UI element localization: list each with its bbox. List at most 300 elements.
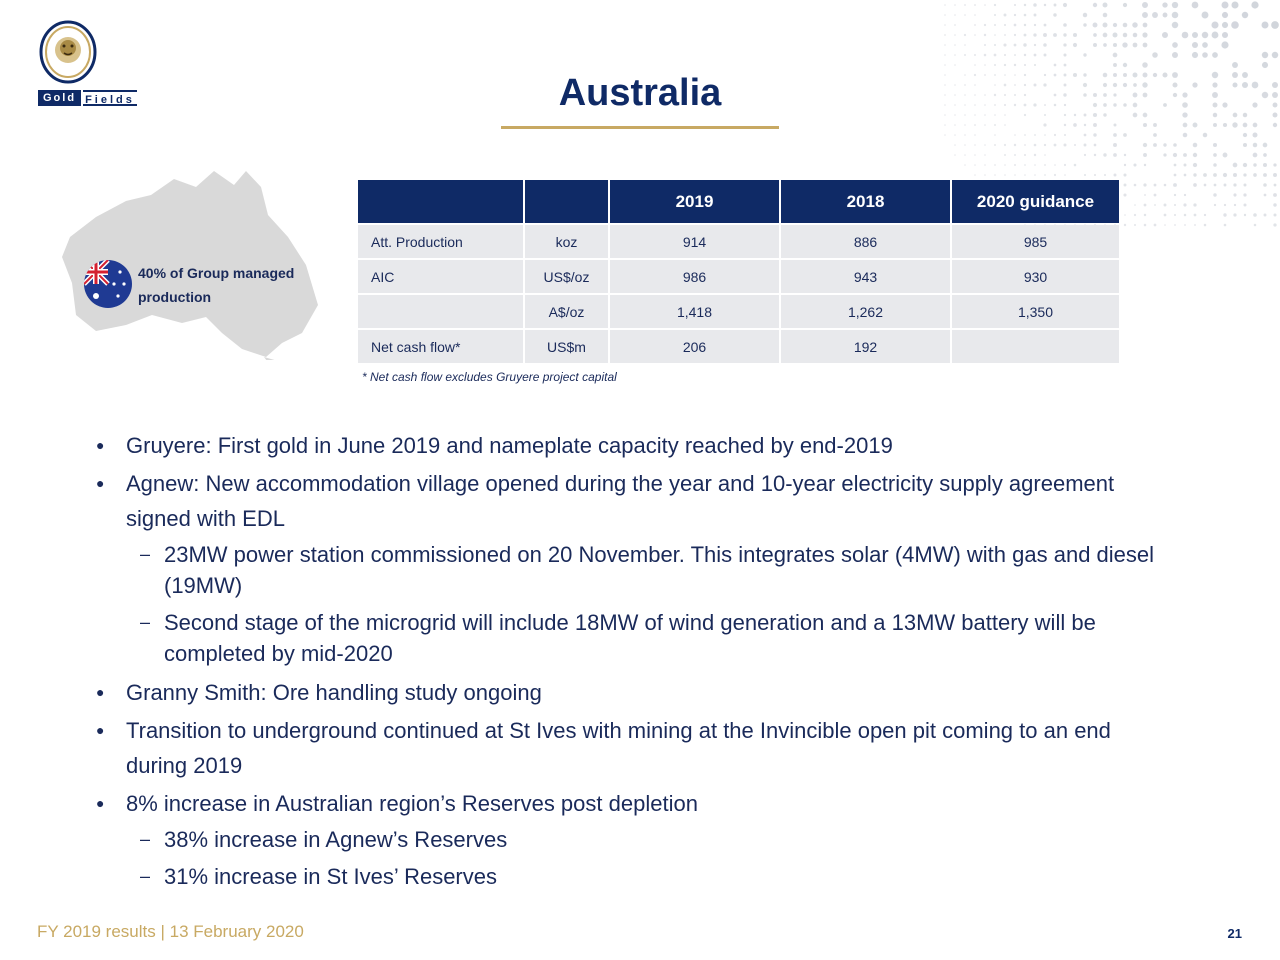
decorative-dot xyxy=(984,74,986,76)
decorative-dot xyxy=(1043,33,1047,37)
decorative-dot xyxy=(1113,143,1117,147)
decorative-dot xyxy=(944,94,946,96)
decorative-dot xyxy=(1053,33,1057,37)
decorative-dot xyxy=(1252,102,1257,107)
row-unit: A$/oz xyxy=(525,295,608,328)
decorative-dot xyxy=(1164,204,1167,207)
decorative-dot xyxy=(1023,43,1026,46)
table-row xyxy=(358,260,1119,293)
decorative-dot xyxy=(1054,4,1057,7)
table-header-cell: 2018 xyxy=(781,180,950,223)
decorative-dot xyxy=(1074,114,1076,116)
decorative-dot xyxy=(994,54,997,57)
sub-bullet-item: – 38% increase in Agnew’s Reserves xyxy=(96,824,1156,855)
decorative-dot xyxy=(1103,13,1108,18)
decorative-dot xyxy=(1124,224,1126,226)
decorative-dot xyxy=(1213,103,1218,108)
decorative-dot xyxy=(1004,24,1006,26)
decorative-dot xyxy=(1232,122,1237,127)
decorative-dot xyxy=(1034,154,1036,156)
decorative-dot xyxy=(1103,153,1106,156)
decorative-dot xyxy=(964,34,966,36)
decorative-dot xyxy=(1273,123,1277,127)
decorative-dot xyxy=(994,164,996,166)
decorative-dot xyxy=(1221,41,1228,48)
decorative-dot xyxy=(1024,114,1026,116)
decorative-dot xyxy=(1024,24,1026,26)
decorative-dot xyxy=(964,54,966,56)
australia-flag-icon xyxy=(84,260,132,308)
decorative-dot xyxy=(1232,82,1237,87)
decorative-dot xyxy=(1222,12,1228,18)
decorative-dot xyxy=(1123,23,1128,28)
decorative-dot xyxy=(1194,214,1197,217)
decorative-dot xyxy=(1033,33,1036,36)
decorative-dot xyxy=(1004,164,1006,166)
decorative-dot xyxy=(1204,224,1207,227)
decorative-dot xyxy=(1063,43,1066,46)
decorative-dot xyxy=(1144,164,1146,166)
table-header-cell xyxy=(525,180,608,223)
decorative-dot xyxy=(1213,123,1217,127)
decorative-dot xyxy=(1044,24,1047,27)
decorative-dot xyxy=(984,44,986,46)
decorative-dot xyxy=(1113,133,1117,137)
decorative-dot xyxy=(1113,43,1117,47)
decorative-dot xyxy=(1034,174,1036,176)
decorative-dot xyxy=(1094,174,1096,176)
decorative-dot xyxy=(1083,83,1087,87)
decorative-dot xyxy=(1064,64,1067,67)
decorative-dot xyxy=(1024,174,1026,176)
decorative-dot xyxy=(1103,93,1107,97)
decorative-dot xyxy=(994,84,996,86)
decorative-dot xyxy=(1083,53,1086,56)
decorative-dot xyxy=(1143,153,1147,157)
decorative-dot xyxy=(1242,12,1248,18)
decorative-dot xyxy=(1243,173,1246,176)
decorative-dot xyxy=(1153,133,1157,137)
decorative-dot xyxy=(1143,43,1148,48)
decorative-dot xyxy=(1183,203,1186,206)
decorative-dot xyxy=(1004,74,1006,76)
decorative-dot xyxy=(1044,74,1046,76)
decorative-dot xyxy=(1123,3,1127,7)
bullet-item: ● Granny Smith: Ore handling study ongoing xyxy=(96,675,1156,710)
decorative-dot xyxy=(1213,113,1217,117)
decorative-dot xyxy=(964,164,966,166)
decorative-dot xyxy=(1172,2,1178,8)
page-number: 21 xyxy=(1227,926,1242,941)
decorative-dot xyxy=(1064,174,1066,176)
decorative-dot xyxy=(1123,83,1127,87)
decorative-dot xyxy=(944,84,946,86)
decorative-dot xyxy=(1172,22,1179,29)
decorative-dot xyxy=(1133,73,1138,78)
table-header-cell xyxy=(358,180,523,223)
decorative-dot xyxy=(1094,154,1096,156)
decorative-dot xyxy=(1253,213,1257,217)
decorative-dot xyxy=(1093,3,1097,7)
decorative-dot xyxy=(1063,23,1067,27)
decorative-dot xyxy=(1143,113,1148,118)
decorative-dot xyxy=(1243,203,1246,206)
decorative-dot xyxy=(1243,183,1246,186)
decorative-dot xyxy=(1184,194,1186,196)
decorative-dot xyxy=(1044,154,1046,156)
decorative-dot xyxy=(1123,173,1126,176)
decorative-dot xyxy=(1262,22,1269,29)
decorative-dot xyxy=(1034,144,1037,147)
decorative-dot xyxy=(1084,174,1086,176)
decorative-dot xyxy=(1134,224,1136,226)
decorative-dot xyxy=(974,144,976,146)
decorative-dot xyxy=(1174,204,1176,206)
decorative-dot xyxy=(1192,32,1198,38)
decorative-dot xyxy=(964,94,966,96)
decorative-dot xyxy=(1184,164,1187,167)
decorative-dot xyxy=(944,124,946,126)
decorative-dot xyxy=(1243,163,1247,167)
decorative-dot xyxy=(1203,133,1208,138)
decorative-dot xyxy=(974,104,976,106)
decorative-dot xyxy=(1123,73,1127,77)
decorative-dot xyxy=(1232,62,1238,68)
decorative-dot xyxy=(1113,123,1116,126)
decorative-dot xyxy=(1202,42,1208,48)
decorative-dot xyxy=(1143,183,1146,186)
decorative-dot xyxy=(954,114,956,116)
row-unit: koz xyxy=(525,225,608,258)
decorative-dot xyxy=(1053,13,1056,16)
decorative-dot xyxy=(1263,173,1267,177)
decorative-dot xyxy=(1004,104,1006,106)
decorative-dot xyxy=(1193,143,1198,148)
decorative-dot xyxy=(944,44,946,46)
gold-fields-logo xyxy=(38,20,172,110)
decorative-dot xyxy=(1004,54,1006,56)
decorative-dot xyxy=(1192,82,1197,87)
decorative-dot xyxy=(1014,174,1016,176)
decorative-dot xyxy=(1064,114,1066,116)
decorative-dot xyxy=(1154,204,1156,206)
decorative-dot xyxy=(1154,224,1157,227)
decorative-dot xyxy=(1044,4,1046,6)
decorative-dot xyxy=(1271,21,1279,29)
decorative-dot xyxy=(1223,213,1226,216)
decorative-dot xyxy=(994,74,996,76)
decorative-dot xyxy=(1154,194,1157,197)
decorative-dot xyxy=(1233,163,1238,168)
decorative-dot xyxy=(1264,194,1267,197)
decorative-dot xyxy=(994,174,996,176)
decorative-dot xyxy=(1253,173,1257,177)
decorative-dot xyxy=(1024,94,1026,96)
table-row xyxy=(358,330,1119,363)
value-2019: 914 xyxy=(610,225,779,258)
decorative-dot xyxy=(1164,184,1167,187)
decorative-dot xyxy=(1034,44,1036,46)
decorative-dot xyxy=(1244,214,1246,216)
decorative-dot xyxy=(1033,3,1037,7)
decorative-dot xyxy=(1144,194,1146,196)
decorative-dot xyxy=(964,84,966,86)
decorative-dot xyxy=(1014,74,1016,76)
decorative-dot xyxy=(1133,83,1137,87)
decorative-dot xyxy=(1004,124,1006,126)
decorative-dot xyxy=(1043,83,1046,86)
decorative-dot xyxy=(1252,82,1259,89)
decorative-dot xyxy=(994,144,996,146)
decorative-dot xyxy=(1024,84,1026,86)
decorative-dot xyxy=(1014,154,1016,156)
decorative-dot xyxy=(984,124,986,126)
decorative-dot xyxy=(1024,104,1027,107)
decorative-dot xyxy=(954,54,956,56)
page-title: Australia xyxy=(558,72,722,114)
decorative-dot xyxy=(1273,163,1276,166)
decorative-dot xyxy=(974,84,976,86)
decorative-dot xyxy=(1224,204,1226,206)
decorative-dot xyxy=(1024,54,1026,56)
decorative-dot xyxy=(1233,173,1237,177)
decorative-dot xyxy=(1234,204,1236,206)
decorative-dot xyxy=(1024,164,1026,166)
decorative-dot xyxy=(944,34,946,36)
table-header-cell: 2019 xyxy=(610,180,779,223)
decorative-dot xyxy=(1064,84,1067,87)
decorative-dot xyxy=(1182,32,1189,39)
decorative-dot xyxy=(1113,83,1117,87)
decorative-dot xyxy=(994,14,996,16)
decorative-dot xyxy=(1083,73,1086,76)
decorative-dot xyxy=(1243,193,1246,196)
decorative-dot xyxy=(1223,173,1227,177)
decorative-dot xyxy=(1143,123,1147,127)
decorative-dot xyxy=(964,134,966,136)
decorative-dot xyxy=(944,134,946,136)
decorative-dot xyxy=(964,114,966,116)
decorative-dot xyxy=(1144,204,1147,207)
row-label xyxy=(358,295,523,328)
decorative-dot xyxy=(1103,3,1108,8)
decorative-dot xyxy=(984,144,986,146)
decorative-dot xyxy=(1142,72,1147,77)
decorative-dot xyxy=(994,64,996,66)
decorative-dot xyxy=(1173,153,1177,157)
decorative-dot xyxy=(1024,154,1026,156)
wordmark-fields: Fields xyxy=(83,90,137,106)
decorative-dot xyxy=(1113,63,1117,67)
decorative-dot xyxy=(1094,144,1097,147)
decorative-dot xyxy=(984,164,986,166)
decorative-dot xyxy=(944,24,946,26)
decorative-dot xyxy=(1093,133,1096,136)
decorative-dot xyxy=(1014,134,1016,136)
decorative-dot xyxy=(1054,104,1057,107)
decorative-dot xyxy=(974,114,976,116)
decorative-dot xyxy=(1133,43,1138,48)
decorative-dot xyxy=(1224,224,1227,227)
table-header-row xyxy=(358,180,1119,223)
decorative-dot xyxy=(1084,114,1087,117)
decorative-dot xyxy=(1243,133,1247,137)
decorative-dot xyxy=(1274,184,1277,187)
decorative-dot xyxy=(1212,72,1218,78)
decorative-dot xyxy=(1113,93,1116,96)
decorative-dot xyxy=(944,114,946,116)
decorative-dot xyxy=(1054,74,1057,77)
decorative-dot xyxy=(1233,213,1236,216)
decorative-dot xyxy=(964,144,966,146)
decorative-dot xyxy=(1142,2,1148,8)
decorative-dot xyxy=(1243,113,1247,117)
decorative-dot xyxy=(974,14,976,16)
row-unit: US$/oz xyxy=(525,260,608,293)
decorative-dot xyxy=(964,74,966,76)
decorative-dot xyxy=(1084,134,1087,137)
decorative-dot xyxy=(994,104,996,106)
decorative-dot xyxy=(1084,154,1086,156)
decorative-dot xyxy=(1124,184,1127,187)
decorative-dot xyxy=(1034,54,1037,57)
decorative-dot xyxy=(1093,93,1097,97)
decorative-dot xyxy=(1054,174,1056,176)
decorative-dot xyxy=(954,84,956,86)
decorative-dot xyxy=(1093,103,1097,107)
decorative-dot xyxy=(1263,163,1267,167)
wordmark-gold: Gold xyxy=(38,90,81,106)
decorative-dot xyxy=(1024,144,1026,146)
decorative-dot xyxy=(1213,143,1217,147)
decorative-dot xyxy=(1222,32,1228,38)
decorative-dot xyxy=(994,114,996,116)
decorative-dot xyxy=(1034,134,1036,136)
decorative-dot xyxy=(1122,42,1127,47)
decorative-dot xyxy=(1014,164,1016,166)
decorative-dot xyxy=(1214,204,1216,206)
decorative-dot xyxy=(954,124,956,126)
decorative-dot xyxy=(1014,84,1016,86)
decorative-dot xyxy=(1054,64,1057,67)
decorative-dot xyxy=(964,4,966,6)
decorative-dot xyxy=(1113,103,1116,106)
decorative-dot xyxy=(1254,224,1257,227)
decorative-dot xyxy=(1164,224,1166,226)
decorative-dot xyxy=(1123,133,1127,137)
decorative-dot xyxy=(994,124,996,126)
decorative-dot xyxy=(1114,174,1117,177)
decorative-dot xyxy=(1004,64,1006,66)
decorative-dot xyxy=(1083,93,1087,97)
decorative-dot xyxy=(984,114,986,116)
decorative-dot xyxy=(1142,32,1147,37)
decorative-dot xyxy=(1253,143,1258,148)
decorative-dot xyxy=(1004,34,1006,36)
decorative-dot xyxy=(1163,143,1166,146)
decorative-dot xyxy=(1103,43,1107,47)
decorative-dot xyxy=(984,54,987,57)
decorative-dot xyxy=(1192,52,1198,58)
decorative-dot xyxy=(1093,113,1097,117)
decorative-dot xyxy=(1144,214,1146,216)
decorative-dot xyxy=(1163,153,1166,156)
decorative-dot xyxy=(1222,102,1227,107)
decorative-dot xyxy=(974,74,976,76)
decorative-dot xyxy=(1153,123,1157,127)
decorative-dot xyxy=(1173,93,1177,97)
footer-text: FY 2019 results | 13 February 2020 xyxy=(37,922,304,941)
decorative-dot xyxy=(1083,13,1087,17)
decorative-dot xyxy=(984,4,986,6)
decorative-dot xyxy=(974,94,976,96)
decorative-dot xyxy=(1272,82,1278,88)
decorative-dot xyxy=(1142,82,1147,87)
decorative-dot xyxy=(1044,54,1047,57)
decorative-dot xyxy=(1172,52,1178,58)
decorative-dot xyxy=(954,154,956,156)
decorative-dot xyxy=(1033,103,1036,106)
decorative-dot xyxy=(1174,214,1176,216)
decorative-dot xyxy=(1014,54,1016,56)
decorative-dot xyxy=(1093,123,1097,127)
decorative-dot xyxy=(1223,123,1227,127)
decorative-dot xyxy=(974,164,976,166)
decorative-dot xyxy=(1272,92,1278,98)
decorative-dot xyxy=(1174,224,1176,226)
decorative-dot xyxy=(1034,84,1037,87)
decorative-dot xyxy=(1213,193,1216,196)
decorative-dot xyxy=(1064,164,1066,166)
decorative-dot xyxy=(1273,193,1277,197)
table-footnote: * Net cash flow excludes Gruyere project capital xyxy=(362,370,617,384)
decorative-dot xyxy=(1123,63,1127,67)
title-underline xyxy=(501,126,779,129)
value-2019: 206 xyxy=(610,330,779,363)
decorative-dot xyxy=(1273,223,1276,226)
decorative-dot xyxy=(1233,193,1236,196)
decorative-dot xyxy=(1213,173,1217,177)
decorative-dot xyxy=(954,94,956,96)
decorative-dot xyxy=(1193,123,1198,128)
decorative-dot xyxy=(994,4,996,6)
bullet-list xyxy=(96,428,1156,898)
decorative-dot xyxy=(954,4,956,6)
decorative-dot xyxy=(1054,144,1057,147)
decorative-dot xyxy=(1113,73,1117,77)
decorative-dot xyxy=(1014,64,1016,66)
decorative-dot xyxy=(1273,203,1276,206)
decorative-dot xyxy=(1083,23,1086,26)
decorative-dot xyxy=(1063,3,1067,7)
decorative-dot xyxy=(1224,184,1227,187)
decorative-dot xyxy=(1184,224,1186,226)
decorative-dot xyxy=(1054,134,1056,136)
decorative-dot xyxy=(1144,224,1147,227)
decorative-dot xyxy=(1172,72,1178,78)
decorative-dot xyxy=(1034,164,1036,166)
decorative-dot xyxy=(944,74,946,76)
row-label: Net cash flow* xyxy=(358,330,523,363)
decorative-dot xyxy=(1003,43,1006,46)
decorative-dot xyxy=(1253,133,1258,138)
decorative-dot xyxy=(1073,33,1077,37)
table-header-cell: 2020 guidance xyxy=(952,180,1119,223)
decorative-dot xyxy=(1193,203,1196,206)
decorative-dot xyxy=(1084,124,1086,126)
decorative-dot xyxy=(1093,23,1098,28)
decorative-dot xyxy=(974,24,976,26)
